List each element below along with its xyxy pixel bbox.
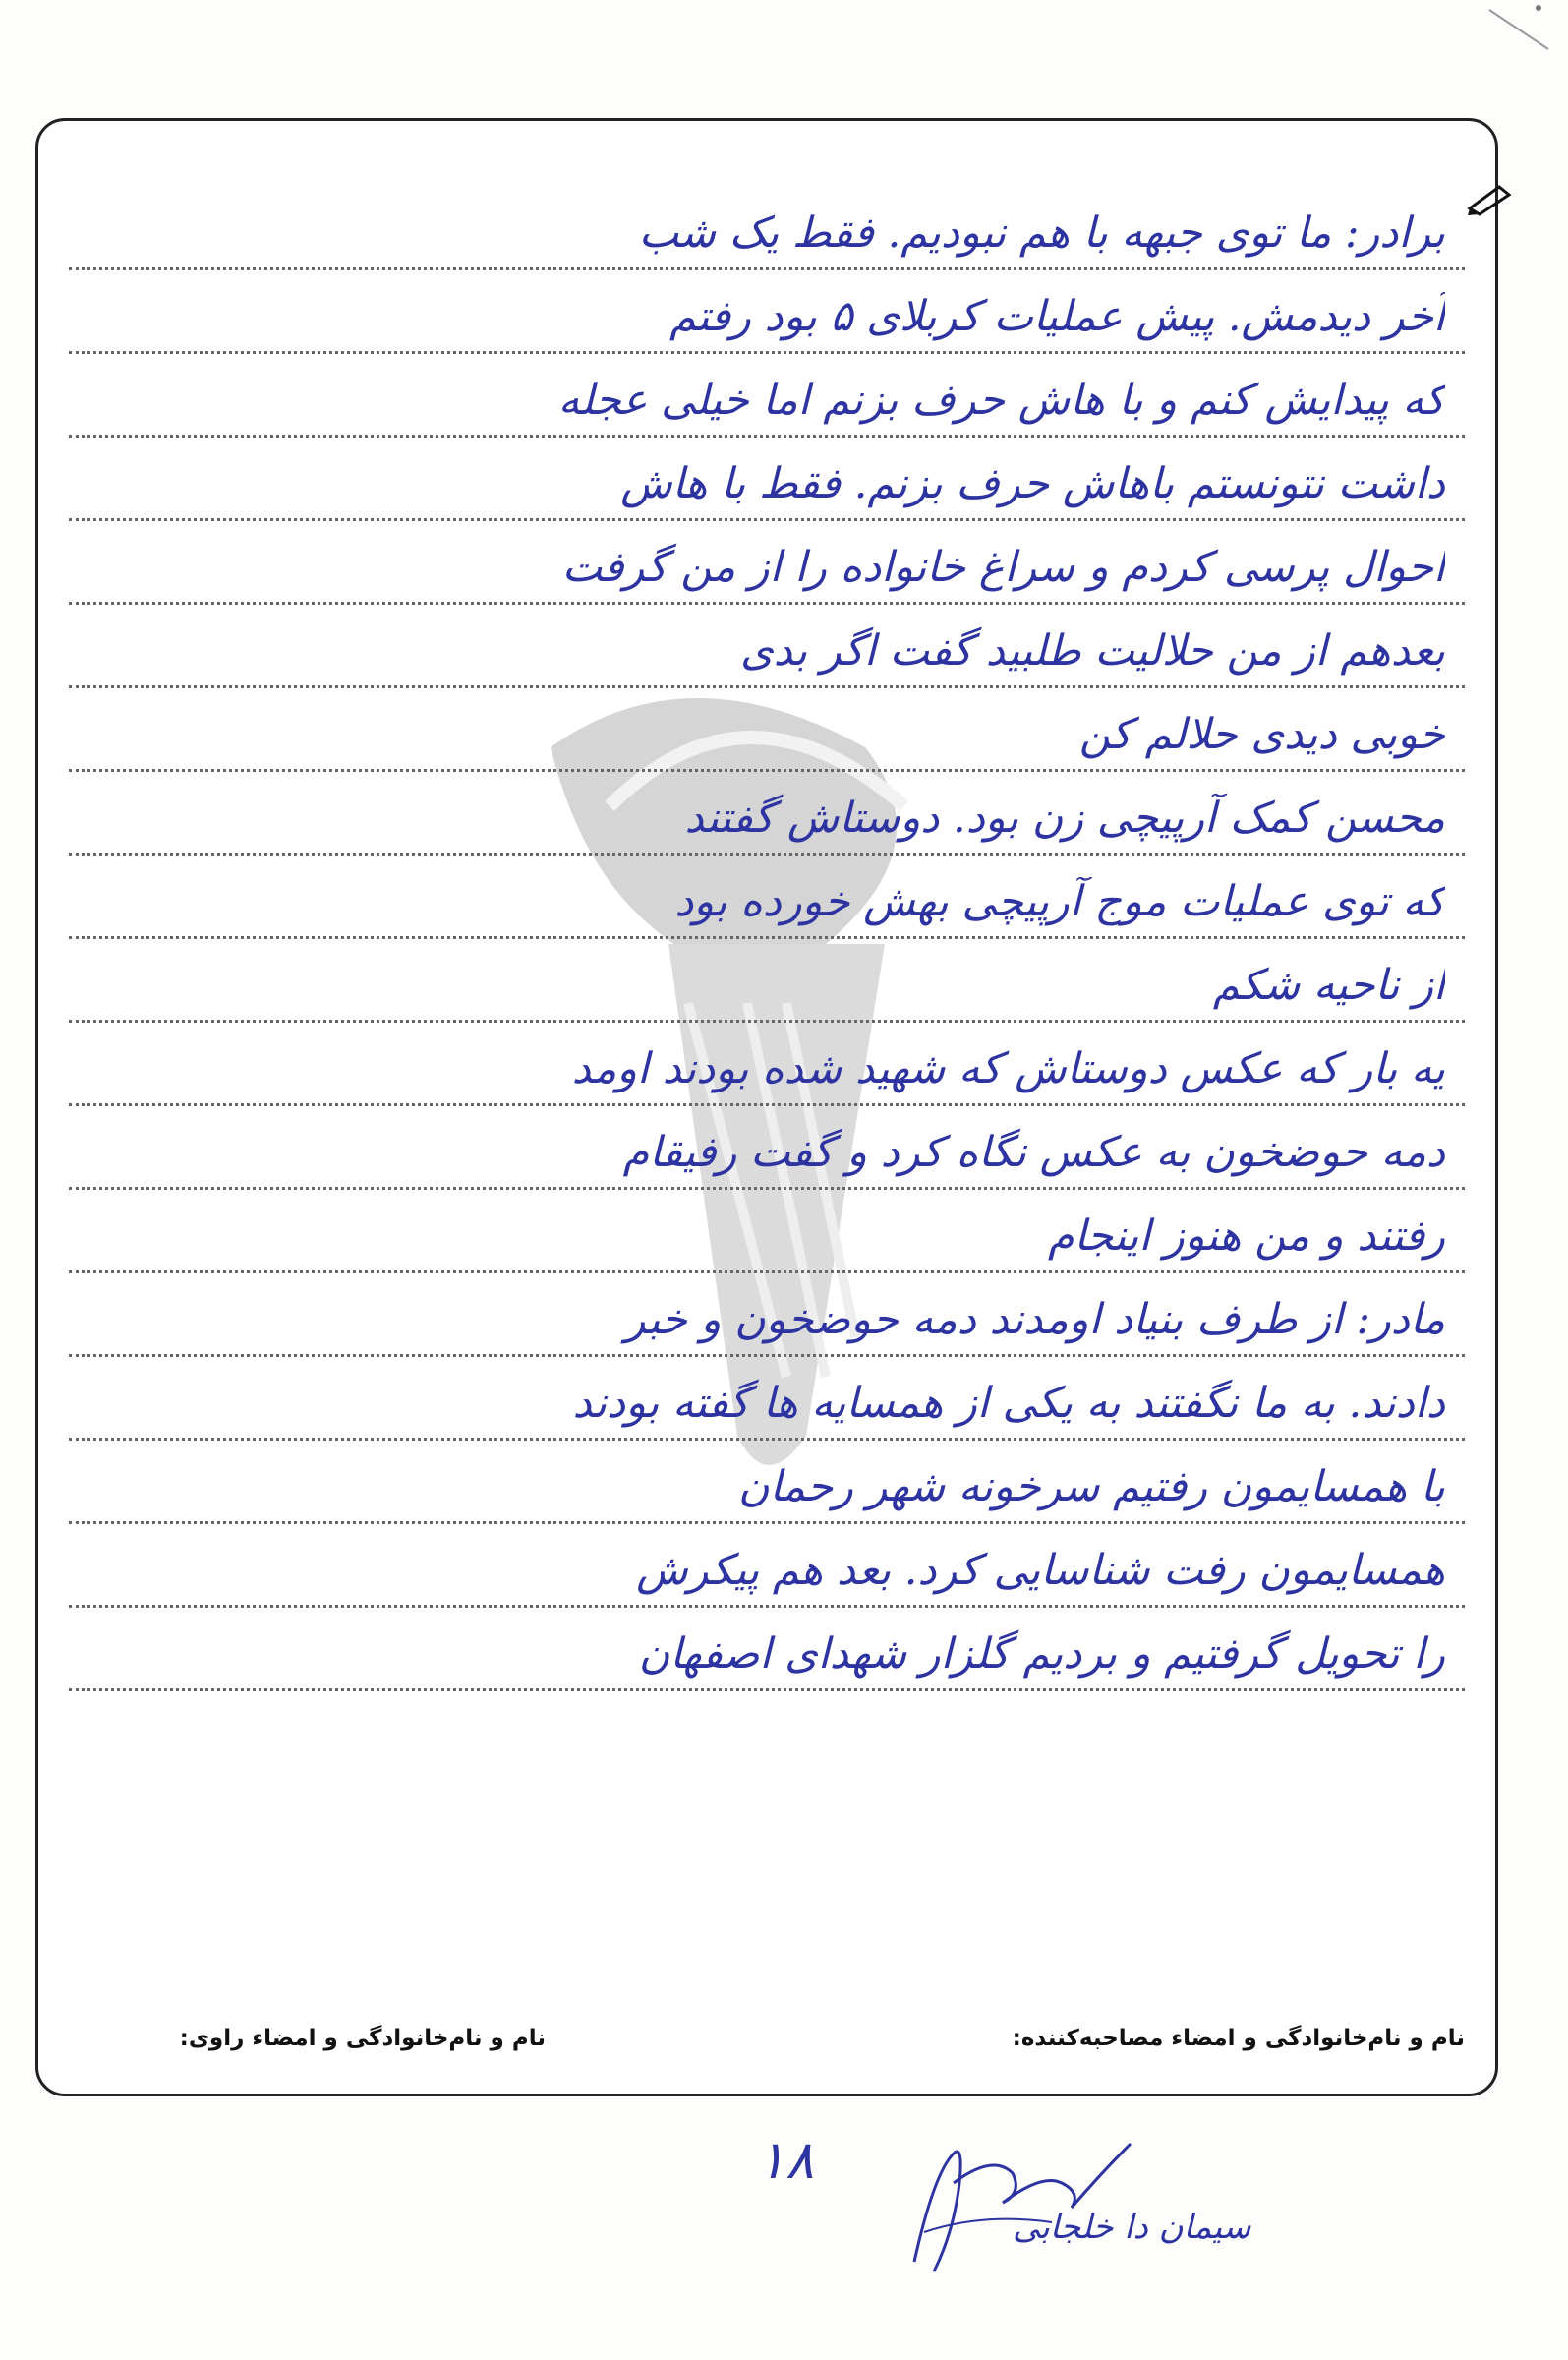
signature-icon: [895, 2114, 1140, 2281]
text-lines: [69, 187, 1465, 1691]
handwritten-name: سیمان دا خلجابی: [1013, 2208, 1251, 2247]
text-line: از ناحیه شکم: [69, 939, 1465, 1023]
text-line: بعدهم از من حلالیت طلبید گفت اگر بدی: [69, 605, 1465, 688]
text-line: آخر دیدمش. پیش عملیات کربلای ۵ بود رفتم: [69, 270, 1465, 354]
text-line: محسن کمک آرپیچی زن بود. دوستاش گفتند: [69, 772, 1465, 856]
text-line: دمه حوضخون به عکس نگاه کرد و گفت رفیقام: [69, 1106, 1465, 1190]
page-number: ۱۸: [757, 2129, 815, 2191]
text-line: که توی عملیات موج آرپیچی بهش خورده بود: [69, 856, 1465, 939]
text-line: را تحویل گرفتیم و بردیم گلزار شهدای اصفهان: [69, 1608, 1465, 1691]
text-line: با همسایمون رفتیم سرخونه شهر رحمان: [69, 1441, 1465, 1524]
text-line: برادر: ما توی جبهه با هم نبودیم. فقط یک شب: [69, 187, 1465, 270]
text-line: مادر: از طرف بنیاد اومدند دمه حوضخون و خبر: [69, 1273, 1465, 1357]
pencil-icon: [1466, 181, 1513, 216]
text-line: همسایمون رفت شناسایی کرد. بعد هم پیکرش: [69, 1524, 1465, 1608]
narrator-label: نام و نام‌خانوادگی و امضاء راوی:: [179, 2026, 546, 2051]
corner-mark-icon: [1480, 0, 1558, 59]
text-line: احوال پرسی کردم و سراغ خانواده را از من گرفت: [69, 521, 1465, 605]
text-line: یه بار که عکس دوستاش که شهید شده بودند اومد: [69, 1023, 1465, 1106]
text-line: داشت نتونستم باهاش حرف بزنم. فقط با هاش: [69, 438, 1465, 521]
text-line: رفتند و من هنوز اینجام: [69, 1190, 1465, 1273]
text-line: دادند. به ما نگفتند به یکی از همسایه ها گفته بودند: [69, 1357, 1465, 1441]
text-line: که پیدایش کنم و با هاش حرف بزنم اما خیلی عجله: [69, 354, 1465, 438]
text-line: خوبی دیدی حلالم کن: [69, 688, 1465, 772]
interviewer-label: نام و نام‌خانوادگی و امضاء مصاحبه‌کننده:: [1012, 2026, 1465, 2051]
